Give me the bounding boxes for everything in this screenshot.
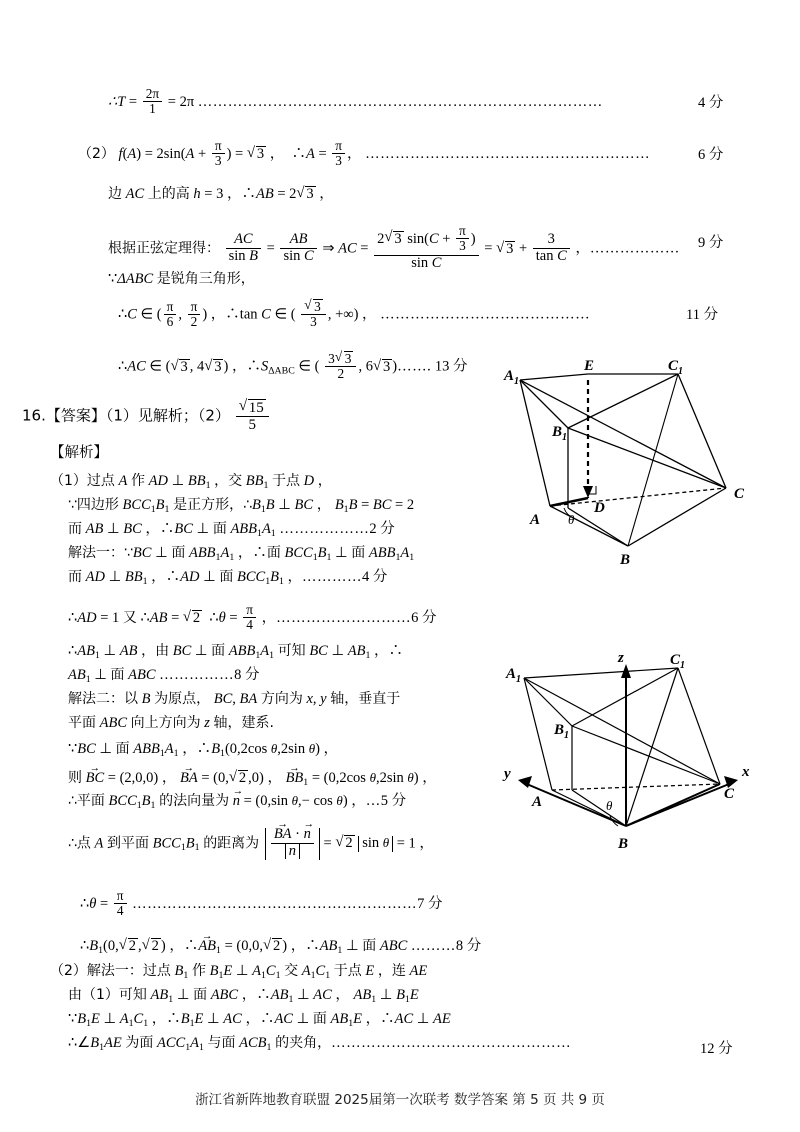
q15-line-2: （2） f(A) = 2sin(A + $\frac{\pi}{3}$ ) = √ 3 ， ∴A = $\frac{\pi}{3}$ ， ………………………………………………… [78,140,650,170]
q16-line-16: $\therefore B_1(0$, √ 2 , √ 2 ) ，∴AB $\to_1 = (0,0$, √ 2 ) ，$\therefore AB_1$ ⊥ 面 ABC ………8 分 [80,938,481,957]
q16-line-8: $AB_1$ ⊥ 面 ABC ……………8 分 [68,667,260,685]
q16-line-4: 解法一：∵BC ⊥ 面 $ABB_1A_1$ ，∴面 $BCC_1B_1$ ⊥ 面 $ABB_1A_1$ [68,545,415,563]
fig1-label-E: E [584,358,595,374]
fig2-label-B: B [618,836,629,852]
fig2-label-A: A [532,794,543,810]
q16-line-10: 平面 ABC 向上方向为 z 轴，建系. [68,715,274,731]
q16-line-18: 由（1）可知 $AB_1$ ⊥ 面 ABC ，$\therefore AB_1$ ⊥ AC ， $AB_1$ ⊥ $B_1E$ [68,987,419,1005]
q16-line-13: ∴平面 $BCC_1B_1$ 的法向量为 n → = (0,sin θ,− cos θ) ，…5 分 [68,794,406,812]
figure-prism-2 [488,640,778,860]
q15-line-5: ∵ΔABC 是锐角三角形， [108,271,255,287]
q16-line-3: 而 AB ⊥ BC ，∴BC ⊥ 面 $ABB_1A_1$ ………………2 分 [68,521,395,539]
q15-line-3: 边 AC 上的高 h = 3 ，∴AB = 2 √ 3 ， [108,186,334,203]
fig2-label-C: C [724,786,735,802]
q15-line-6: ∴C ∈ ( $\frac{\pi}{6}$ , $\frac{\pi}{2}$ ) ，∴tan C ∈ ( √ $\frac{3}{3}$ , +∞) ， …………………………………… [118,300,590,331]
q16-score-8: 8 分 [234,667,260,683]
q16-score-8b: 8 分 [455,938,482,954]
q16-line-7: $\therefore AB_1$ ⊥ AB ，由 BC ⊥ 面 $ABB_1A_1$ 可知 BC ⊥ $AB_1$ ，∴ [68,643,403,661]
figure-prism-1 [488,358,778,578]
fig2-label-y: y [504,766,511,782]
q15-line-7-score: 13 分 [434,358,468,375]
q15-line-1-score: 4 分 [698,95,724,111]
q15-line-2-score: 6 分 [698,147,724,163]
fig1-label-B: B [620,552,631,568]
fig1-label-D: D [594,500,605,516]
q16-line-20: $\therefore\angle B_1AE$ 为面 $ACC_1A_1$ 与面 $ACB_1$ 的夹角，………………………………………… [68,1035,572,1053]
q16-line-1: （1）过点 A 作 AD ⊥ $BB_1$ ，交 $BB_1$ 于点 D ， [50,473,332,491]
fig2-label-C1: $C_1$ [670,652,686,671]
q16-line-14: ∴点 A 到平面 $BCC_1B_1$ 的距离为 $\frac{BA \to \cdot n \to}{n}$ = √ 2 sin θ = 1 ， [68,828,434,860]
q16-line-9: 解法二：以 B 为原点， BC, BA 方向为 x, y 轴，垂直于 [68,691,401,707]
q16-score-2: 2 分 [369,521,395,537]
fig2-label-A1: $A_1$ [506,666,522,685]
q15-line-6-score: 11 分 [686,307,719,323]
fig1-label-C1: $C_1$ [668,358,684,377]
q16-score-5: 5 分 [380,793,407,809]
fig2-label-theta: θ [606,798,613,813]
q16-header-text: 【答案】（1）见解析；（2） [45,406,230,425]
q16-line-11: ∵BC ⊥ 面 $ABB_1A_1$ ，$\therefore B_1(0,2\cos$ θ,2sin θ) ， [68,741,339,759]
q16-score-6: 6 分 [411,610,437,627]
fig1-label-A1: $A_1$ [504,368,520,387]
q16-last-score: 12 分 [700,1041,733,1057]
q16-line-5: 而 AD ⊥ $BB_1$ ，∴AD ⊥ 面 $BCC_1B_1$ ，…………4 分 [68,569,388,587]
fig2-label-z: z [618,650,624,666]
page-footer: 浙江省新阵地教育联盟 2025届第一次联考 数学答案 第 5 页 共 9 页 [195,1092,605,1108]
q16-line-2: ∵四边形 $BCC_1B_1$ 是正方形，$\therefore B_1B$ ⊥ BC ， $B_1B$ = BC = 2 [68,497,415,515]
q15-line-7: ∴AC ∈ ( √ 3 , 4 √ 3 ) ，$\therefore S_{\Delta ABC}$ ∈ ( $\frac{3 √ 3}{2}$ , 6 √ 3 )……. 13 分 [118,352,467,383]
fig2-label-B1: $B_1$ [554,722,570,741]
q15-line-1: ∴T = $\frac{2\pi}{1}$ = 2π ……………………………………………………………………… [108,86,603,117]
q16-score-7: 7 分 [417,896,443,913]
fig1-label-C: C [734,486,745,502]
fig1-label-A: A [530,512,541,528]
q15-line-4-score: 9 分 [698,235,724,251]
q16-line-19: $\because B_1E$ ⊥ $A_1C_1$ ，$\therefore B_1E$ ⊥ AC ，∴AC ⊥ 面 $AB_1E$ ，∴AC ⊥ AE [68,1011,451,1029]
q16-number: 16. [22,406,46,425]
q16-score-4: 4 分 [362,569,388,585]
q15-line-4: 根据正弦定理得： $\frac{AC}{\text{sin B}}$ = $\frac{AB}{\text{sin C}}$ ⇒ AC = 2 √ 3 sin(C + $\frac{\pi}{3}$ ) sin C = √ 3 + $\frac{3}{\text{tan C}}$ ，……………… [108,226,680,272]
q16-analysis-label: 【解析】 [50,445,108,461]
q16-line-17: （2）解法一：过点 $B_1$ 作 $B_1E$ ⊥ $A_1C_1$ 交 $A_1C_1$ 于点 E ，连 AE [50,963,428,981]
q16-header: 16.【答案】（1）见解析；（2） √ $\frac{15}{5}$ [22,400,271,434]
fig2-label-x: x [742,764,750,780]
q16-line-12: 则 BC → = (2,0,0) ， BA → = (0, √ 2 ,0) ， BB $\to_1 = (0,2\cos$ θ,2sin θ) ， [68,770,437,789]
fig1-label-B1: $B_1$ [552,424,568,443]
q16-line-15: ∴θ = $\frac{\pi}{4}$ …………………………………………………7 分 [80,888,443,919]
fig1-label-theta: θ [568,512,575,527]
q16-line-6: ∴AD = 1 又 ∴AB = √ 2 ∴θ = $\frac{\pi}{4}$ ，………………………6 分 [68,604,436,634]
